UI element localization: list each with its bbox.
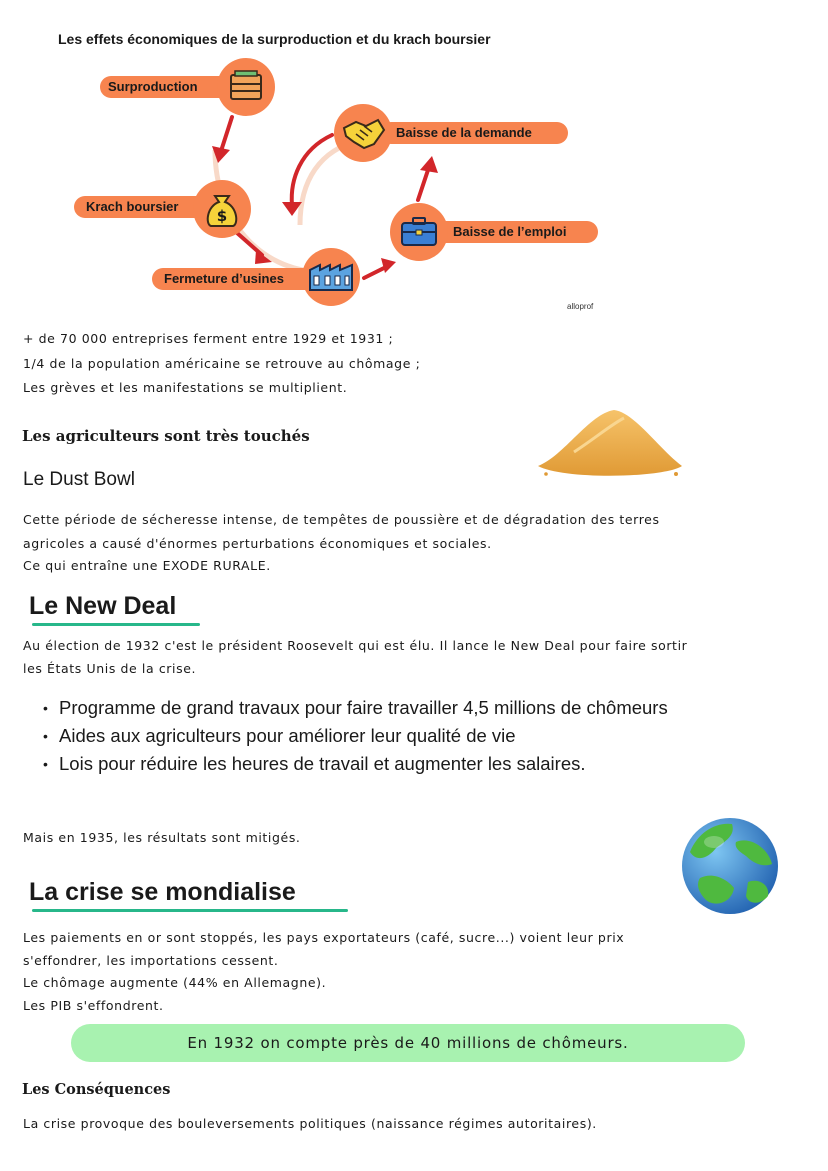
node-surproduction-label: Surproduction bbox=[100, 76, 258, 98]
money-bag-icon bbox=[193, 180, 251, 238]
bullet-item: • Aides aux agriculteurs pour améliorer leur qualité de vie bbox=[40, 722, 700, 750]
mondialise-line: s'effondrer, les importations cessent. bbox=[23, 953, 279, 968]
node-demande-circle bbox=[334, 104, 392, 162]
node-fermeture-label: Fermeture d’usines bbox=[152, 268, 334, 290]
agriculture-heading: Les agriculteurs sont très touchés bbox=[22, 427, 310, 445]
intro-line: Les grèves et les manifestations se multiplient. bbox=[23, 380, 348, 395]
arrow-emploi-demande bbox=[418, 170, 428, 200]
node-krach-circle bbox=[193, 180, 251, 238]
node-fermeture-circle bbox=[302, 248, 360, 306]
handshake-icon bbox=[334, 104, 392, 162]
diagram-title: Les effets économiques de la surproduction et du krach boursier bbox=[58, 31, 491, 47]
diagram-credit: alloprof bbox=[567, 302, 594, 311]
mondialise-line: Les paiements en or sont stoppés, les pays exportateurs (café, sucre...) voient leur prix bbox=[23, 930, 625, 945]
intro-line: 1/4 de la population américaine se retrouve au chômage ; bbox=[23, 356, 421, 371]
new-deal-line: les États Unis de la crise. bbox=[23, 661, 197, 676]
globe-image bbox=[676, 812, 784, 920]
node-krach-label: Krach boursier bbox=[74, 196, 231, 218]
new-deal-underline bbox=[32, 623, 200, 626]
consequences-text: La crise provoque des bouleversements politiques (naissance régimes autoritaires). bbox=[23, 1116, 597, 1131]
node-emploi-circle bbox=[390, 203, 448, 261]
sand-pile-image bbox=[534, 404, 686, 486]
new-deal-bullet-list bbox=[40, 694, 700, 778]
mondialise-line: Le chômage augmente (44% en Allemagne). bbox=[23, 975, 327, 990]
dust-bowl-subheading: Le Dust Bowl bbox=[23, 469, 135, 490]
svg-text:$: $ bbox=[216, 207, 228, 225]
consequences-heading: Les Conséquences bbox=[22, 1081, 171, 1098]
node-demande-label: Baisse de la demande bbox=[380, 122, 568, 144]
bullet-item: • Lois pour réduire les heures de travail et augmenter les salaires. bbox=[40, 750, 700, 778]
bullet-item: • Programme de grand travaux pour faire travailler 4,5 millions de chômeurs bbox=[40, 694, 700, 722]
new-deal-conclusion: Mais en 1935, les résultats sont mitigés. bbox=[23, 830, 301, 845]
mondialise-heading: La crise se mondialise bbox=[29, 878, 296, 906]
new-deal-line: Au élection de 1932 c'est le président Roosevelt qui est élu. Il lance le New Deal pour faire sortir bbox=[23, 638, 688, 653]
arrow-surproduction-krach bbox=[222, 117, 232, 148]
new-deal-heading: Le New Deal bbox=[29, 592, 177, 620]
agriculture-line: agricoles a causé d'énormes perturbations économiques et sociales. bbox=[23, 536, 492, 551]
briefcase-icon bbox=[390, 203, 448, 261]
intro-line: + de 70 000 entreprises ferment entre 1929 et 1931 ; bbox=[23, 331, 394, 346]
mondialise-underline bbox=[32, 909, 348, 912]
mondialise-line: Les PIB s'effondrent. bbox=[23, 998, 164, 1013]
unemployment-banner: En 1932 on compte près de 40 millions de chômeurs. bbox=[71, 1024, 745, 1062]
crate-icon bbox=[217, 58, 275, 116]
agriculture-line: Ce qui entraîne une EXODE RURALE. bbox=[23, 558, 271, 573]
agriculture-line: Cette période de sécheresse intense, de tempêtes de poussière et de dégradation des terres bbox=[23, 512, 660, 527]
arrowhead bbox=[420, 156, 438, 173]
node-surproduction-circle bbox=[217, 58, 275, 116]
cycle-diagram bbox=[0, 0, 828, 330]
factory-icon bbox=[302, 248, 360, 306]
node-emploi-label: Baisse de l’emploi bbox=[435, 221, 598, 243]
